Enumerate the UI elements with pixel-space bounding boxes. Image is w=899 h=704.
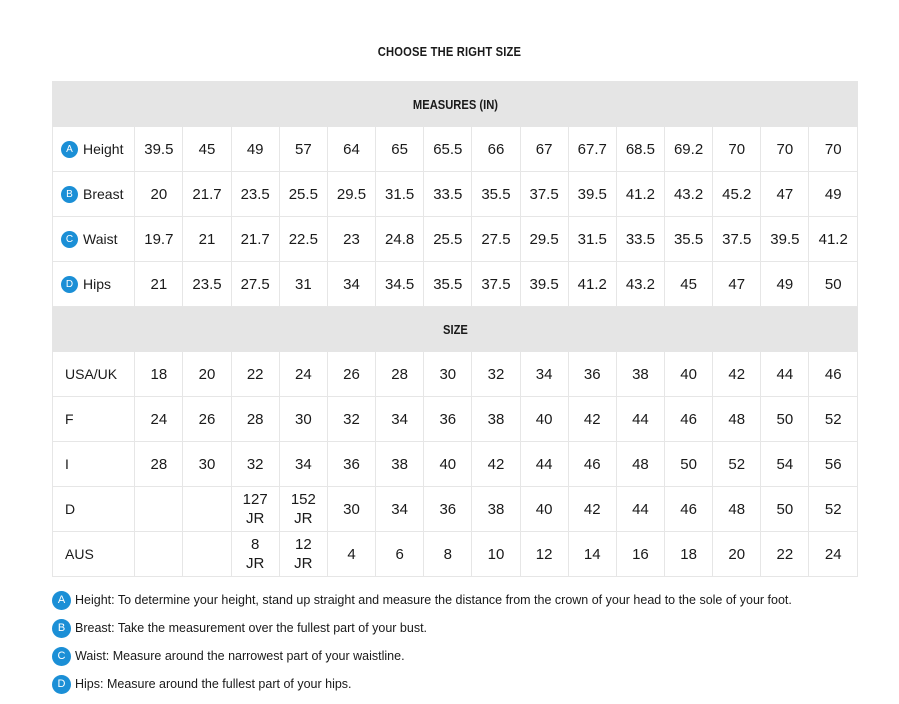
size-value: 4 <box>327 532 375 577</box>
size-value: 42 <box>713 352 761 397</box>
measure-value: 70 <box>809 127 858 172</box>
size-value: 46 <box>568 442 616 487</box>
measure-value: 39.5 <box>568 172 616 217</box>
size-value: 18 <box>135 352 183 397</box>
size-value: 22 <box>231 352 279 397</box>
size-value: 28 <box>231 397 279 442</box>
size-value: 8 <box>424 532 472 577</box>
measure-row-waist <box>53 217 858 262</box>
badge-c-icon: C <box>61 231 78 248</box>
measure-value: 19.7 <box>135 217 183 262</box>
measures-header <box>53 82 858 127</box>
size-header <box>53 307 858 352</box>
size-value: 8 JR <box>231 532 279 577</box>
size-value: 30 <box>327 487 375 532</box>
size-value: 24 <box>135 397 183 442</box>
size-row-i <box>53 442 858 487</box>
size-value: 30 <box>183 442 231 487</box>
size-value: 34 <box>376 487 424 532</box>
size-value: 48 <box>616 442 664 487</box>
measure-value: 37.5 <box>713 217 761 262</box>
measure-value: 70 <box>713 127 761 172</box>
measure-value: 23.5 <box>231 172 279 217</box>
size-value: 20 <box>713 532 761 577</box>
measure-value: 35.5 <box>424 262 472 307</box>
measure-value: 65 <box>376 127 424 172</box>
measure-value: 27.5 <box>472 217 520 262</box>
size-value: 38 <box>472 487 520 532</box>
size-value: 30 <box>424 352 472 397</box>
size-value: 32 <box>327 397 375 442</box>
note-text: Height: To determine your height, stand up straight and measure the distance from the crown of your head to the sole of your foot. <box>75 593 792 607</box>
size-value: 36 <box>424 397 472 442</box>
measure-value: 49 <box>761 262 809 307</box>
size-value: 46 <box>665 487 713 532</box>
measure-value: 35.5 <box>472 172 520 217</box>
note-d <box>52 670 872 698</box>
size-value: 34 <box>520 352 568 397</box>
size-value: 36 <box>424 487 472 532</box>
measure-label: Height <box>83 140 124 157</box>
measure-value: 37.5 <box>520 172 568 217</box>
size-value: 54 <box>761 442 809 487</box>
measure-value: 67.7 <box>568 127 616 172</box>
measure-value: 31.5 <box>376 172 424 217</box>
size-value: 50 <box>761 487 809 532</box>
size-value: 36 <box>568 352 616 397</box>
size-value: 34 <box>376 397 424 442</box>
page-title: CHOOSE THE RIGHT SIZE <box>377 44 522 59</box>
size-value: 28 <box>376 352 424 397</box>
size-label: USA/UK <box>53 352 135 397</box>
measures-header-row <box>53 82 858 127</box>
badge-a-icon: A <box>61 141 78 158</box>
size-value: 52 <box>713 442 761 487</box>
measure-value: 25.5 <box>424 217 472 262</box>
measure-value: 39.5 <box>135 127 183 172</box>
size-value: 38 <box>376 442 424 487</box>
measure-value: 37.5 <box>472 262 520 307</box>
measure-value: 31.5 <box>568 217 616 262</box>
size-value: 38 <box>472 397 520 442</box>
size-value: 34 <box>279 442 327 487</box>
size-value: 24 <box>809 532 858 577</box>
measure-value: 29.5 <box>327 172 375 217</box>
measure-value: 27.5 <box>231 262 279 307</box>
measure-label-cell <box>53 127 135 172</box>
measure-value: 21.7 <box>231 217 279 262</box>
size-label: I <box>53 442 135 487</box>
badge-c-icon: C <box>52 647 71 666</box>
measure-value: 39.5 <box>761 217 809 262</box>
measure-value: 69.2 <box>665 127 713 172</box>
measure-value: 47 <box>761 172 809 217</box>
note-text: Hips: Measure around the fullest part of your hips. <box>75 677 352 691</box>
size-value: 26 <box>327 352 375 397</box>
measures-header-text: MEASURES (IN) <box>412 96 498 112</box>
size-value: 32 <box>231 442 279 487</box>
size-value: 44 <box>761 352 809 397</box>
size-value: 48 <box>713 397 761 442</box>
size-value: 10 <box>472 532 520 577</box>
measure-label-cell <box>53 217 135 262</box>
measure-value: 49 <box>809 172 858 217</box>
badge-a-icon: A <box>52 591 71 610</box>
size-value: 44 <box>616 397 664 442</box>
measure-value: 43.2 <box>616 262 664 307</box>
measure-value: 43.2 <box>665 172 713 217</box>
measure-label: Breast <box>83 185 124 202</box>
size-value: 44 <box>520 442 568 487</box>
size-value: 40 <box>665 352 713 397</box>
measure-value: 64 <box>327 127 375 172</box>
size-value: 152 JR <box>279 487 327 532</box>
size-value: 32 <box>472 352 520 397</box>
size-value: 20 <box>183 352 231 397</box>
size-value: 12 JR <box>279 532 327 577</box>
measure-value: 22.5 <box>279 217 327 262</box>
size-value: 6 <box>376 532 424 577</box>
badge-b-icon: B <box>61 186 78 203</box>
size-value: 12 <box>520 532 568 577</box>
measure-label: Waist <box>83 230 118 247</box>
measure-value: 33.5 <box>616 217 664 262</box>
measure-value: 33.5 <box>424 172 472 217</box>
measurement-notes <box>52 586 872 698</box>
measure-value: 45.2 <box>713 172 761 217</box>
size-value <box>135 532 183 577</box>
size-value: 28 <box>135 442 183 487</box>
measure-value: 25.5 <box>279 172 327 217</box>
size-value: 38 <box>616 352 664 397</box>
size-label: D <box>53 487 135 532</box>
measure-label-cell <box>53 262 135 307</box>
size-value: 16 <box>616 532 664 577</box>
measure-value: 47 <box>713 262 761 307</box>
size-value: 24 <box>279 352 327 397</box>
measure-row-height <box>53 127 858 172</box>
measure-row-hips <box>53 262 858 307</box>
measure-value: 21 <box>183 217 231 262</box>
measure-value: 66 <box>472 127 520 172</box>
measure-value: 49 <box>231 127 279 172</box>
measure-label-cell <box>53 172 135 217</box>
size-value: 42 <box>568 397 616 442</box>
measure-value: 57 <box>279 127 327 172</box>
badge-d-icon: D <box>61 276 78 293</box>
measure-value: 70 <box>761 127 809 172</box>
size-value: 46 <box>665 397 713 442</box>
size-row-aus <box>53 532 858 577</box>
measure-value: 41.2 <box>616 172 664 217</box>
size-row-f <box>53 397 858 442</box>
size-value: 50 <box>665 442 713 487</box>
badge-b-icon: B <box>52 619 71 638</box>
measure-value: 39.5 <box>520 262 568 307</box>
size-value: 52 <box>809 487 858 532</box>
note-text: Breast: Take the measurement over the fullest part of your bust. <box>75 621 428 635</box>
measure-label: Hips <box>83 275 112 292</box>
size-label: F <box>53 397 135 442</box>
size-value: 26 <box>183 397 231 442</box>
measure-value: 29.5 <box>520 217 568 262</box>
measure-value: 41.2 <box>809 217 858 262</box>
measure-value: 31 <box>279 262 327 307</box>
note-text: Waist: Measure around the narrowest part of your waistline. <box>75 649 405 663</box>
size-value: 127 JR <box>231 487 279 532</box>
size-value: 40 <box>424 442 472 487</box>
size-label: AUS <box>53 532 135 577</box>
measure-value: 67 <box>520 127 568 172</box>
measure-value: 20 <box>135 172 183 217</box>
measure-value: 45 <box>665 262 713 307</box>
size-value: 14 <box>568 532 616 577</box>
note-c <box>52 642 872 670</box>
size-row-usa-uk <box>53 352 858 397</box>
measure-value: 68.5 <box>616 127 664 172</box>
size-value: 44 <box>616 487 664 532</box>
measure-value: 23 <box>327 217 375 262</box>
size-chart-table <box>52 81 858 577</box>
size-value: 18 <box>665 532 713 577</box>
badge-d-icon: D <box>52 675 71 694</box>
measure-value: 21.7 <box>183 172 231 217</box>
measure-value: 41.2 <box>568 262 616 307</box>
size-value: 42 <box>568 487 616 532</box>
measure-value: 65.5 <box>424 127 472 172</box>
size-value: 22 <box>761 532 809 577</box>
note-a <box>52 586 872 614</box>
size-value: 36 <box>327 442 375 487</box>
size-value: 46 <box>809 352 858 397</box>
size-value <box>183 487 231 532</box>
size-value <box>183 532 231 577</box>
size-value: 48 <box>713 487 761 532</box>
size-header-row <box>53 307 858 352</box>
measure-value: 34.5 <box>376 262 424 307</box>
size-value: 56 <box>809 442 858 487</box>
measure-value: 35.5 <box>665 217 713 262</box>
measure-value: 50 <box>809 262 858 307</box>
size-value: 52 <box>809 397 858 442</box>
size-header-text: SIZE <box>442 321 468 337</box>
note-b <box>52 614 872 642</box>
size-value: 50 <box>761 397 809 442</box>
size-value: 40 <box>520 487 568 532</box>
size-value <box>135 487 183 532</box>
size-row-d <box>53 487 858 532</box>
measure-value: 21 <box>135 262 183 307</box>
measure-value: 23.5 <box>183 262 231 307</box>
measure-value: 45 <box>183 127 231 172</box>
measure-value: 24.8 <box>376 217 424 262</box>
size-value: 42 <box>472 442 520 487</box>
size-value: 40 <box>520 397 568 442</box>
measure-row-breast <box>53 172 858 217</box>
size-value: 30 <box>279 397 327 442</box>
measure-value: 34 <box>327 262 375 307</box>
